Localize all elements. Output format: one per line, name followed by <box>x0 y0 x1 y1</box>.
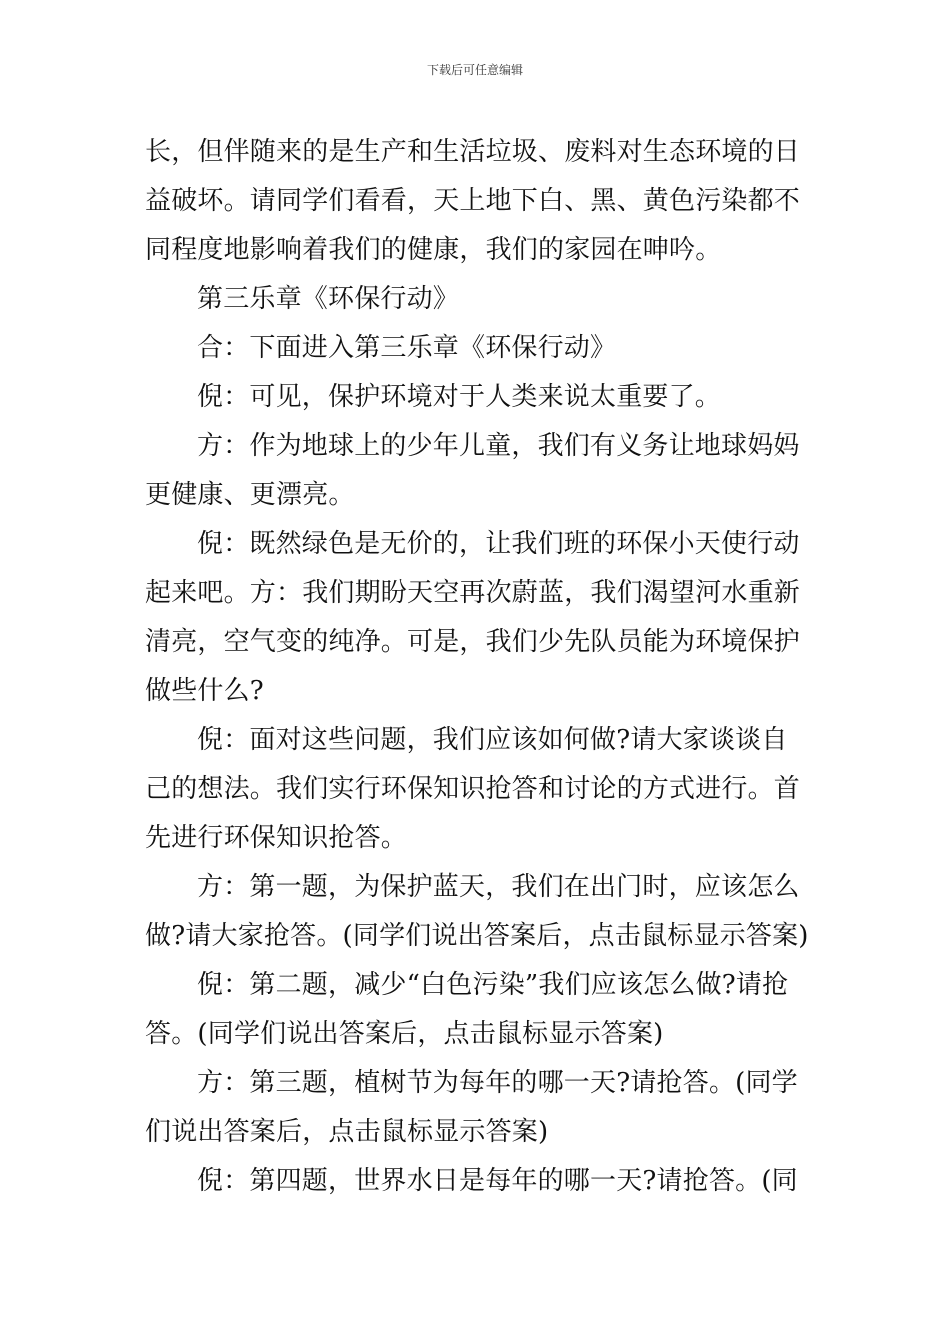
document-body <box>145 128 809 1206</box>
paragraph-3: 倪：可见，保护环境对于人类来说太重要了。 <box>197 382 722 412</box>
paragraph-1: 长，但伴随来的是生产和生活垃圾、废料对生态环境的日益破坏。请同学们看看，天上地下白、黑、黄色污染都不同程度地影响着我们的健康，我们的家园在呻吟。 <box>145 137 801 265</box>
paragraph-5: 倪：既然绿色是无价的，让我们班的环保小天使行动起来吧。方：我们期盼天空再次蔚蓝，我们渴望河水重新清亮，空气变的纯净。可是，我们少先队员能为环境保护做些什么? <box>145 529 801 706</box>
paragraph-9: 方：第三题，植树节为每年的哪一天?请抢答。(同学们说出答案后，点击鼠标显示答案) <box>145 1068 798 1147</box>
paragraph-2: 合：下面进入第三乐章《环保行动》 <box>197 333 617 363</box>
paragraph-8: 倪：第二题，减少“白色污染”我们应该怎么做?请抢答。(同学们说出答案后，点击鼠标显示答案) <box>145 970 789 1049</box>
section-heading: 第三乐章《环保行动》 <box>197 284 460 314</box>
paragraph-7: 方：第一题，为保护蓝天，我们在出门时，应该怎么做?请大家抢答。(同学们说出答案后，点击鼠标显示答案) <box>145 872 809 951</box>
page-header: 下载后可任意编辑 <box>426 63 523 77</box>
paragraph-6: 倪：面对这些问题，我们应该如何做?请大家谈谈自己的想法。我们实行环保知识抢答和讨论的方式进行。首先进行环保知识抢答。 <box>145 725 801 853</box>
paragraph-4: 方：作为地球上的少年儿童，我们有义务让地球妈妈更健康、更漂亮。 <box>145 431 800 510</box>
paragraph-10: 倪：第四题，世界水日是每年的哪一天?请抢答。(同 <box>197 1166 798 1196</box>
